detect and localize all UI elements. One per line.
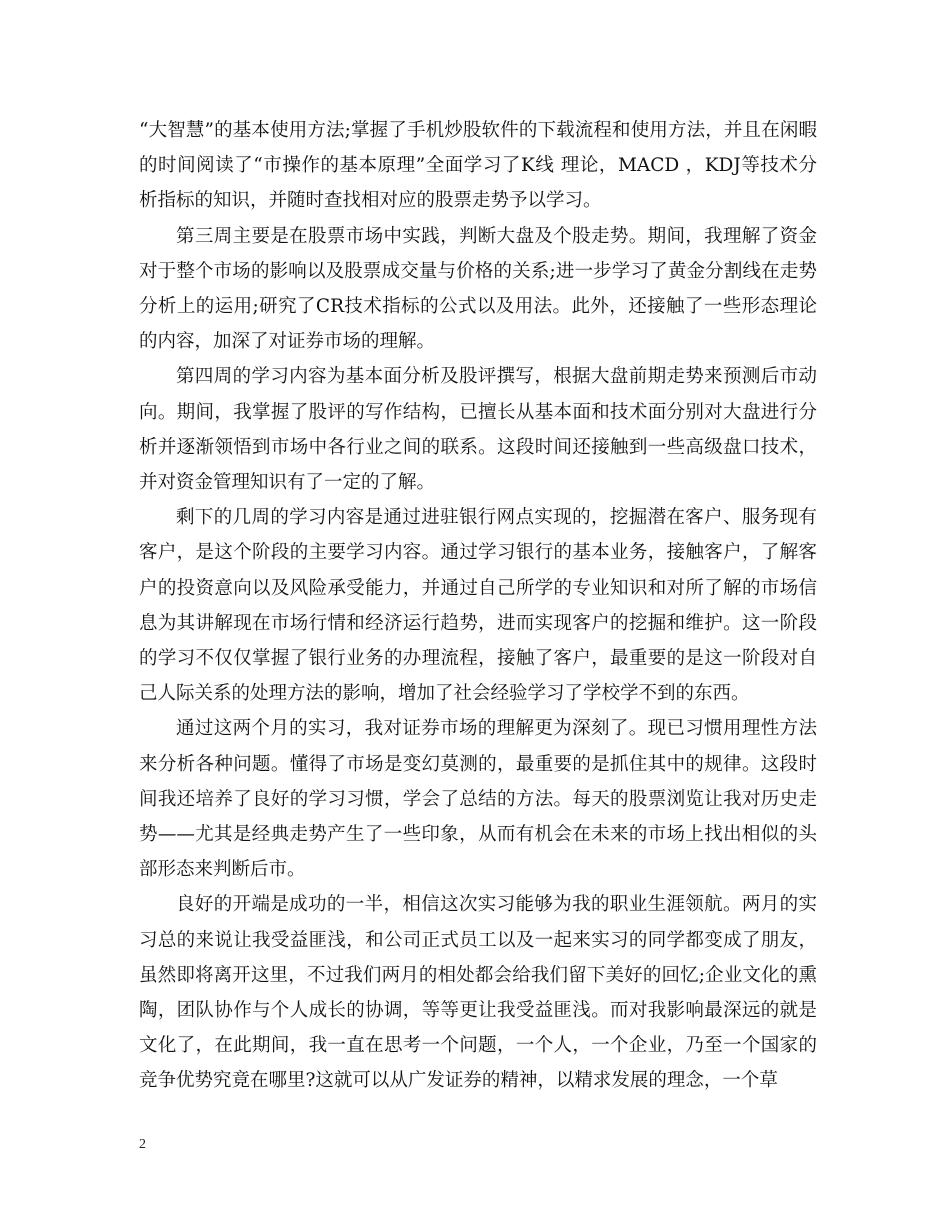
paragraph-week-four: 第四周的学习内容为基本面分析及股评撰写，根据大盘前期走势来预测后市动向。期间，我掌握了股评的写作结构，已擅长从基本面和技术面分别对大盘进行分析并逐渐领悟到市场中各行业之间的联系。这段时间还接触到一些高级盘口技术，并对资金管理知识有了一定的了解。: [139, 366, 817, 494]
page-number: 2: [139, 1137, 146, 1152]
document-body: [139, 113, 817, 1099]
paragraph-remaining-weeks: 剩下的几周的学习内容是通过进驻银行网点实现的，挖掘潜在客户、服务现有客户，是这个阶段的主要学习内容。通过学习银行的基本业务，接触客户，了解客户的投资意向以及风险承受能力，并通过自己所学的专业知识和对所了解的市场信息为其讲解现在市场行情和经济运行趋势，进而实现客户的挖掘和维护。这一阶段的学习不仅仅掌握了银行业务的办理流程，接触了客户，最重要的是这一阶段对自己人际关系的处理方法的影响，增加了社会经验学习了学校学不到的东西。: [139, 507, 817, 705]
paragraph-continuation: “大智慧”的基本使用方法;掌握了手机炒股软件的下载流程和使用方法，并且在闲暇的时间阅读了“市操作的基本原理”全面学习了K线 理论，MACD ，KDJ等技术分析指标的知识，并随时查找相对应的股票走势予以学习。: [139, 120, 817, 212]
paragraph-two-months-summary: 通过这两个月的实习，我对证券市场的理解更为深刻了。现已习惯用理性方法来分析各种问题。懂得了市场是变幻莫测的，最重要的是抓住其中的规律。这段时间我还培养了良好的学习习惯，学会了总结的方法。每天的股票浏览让我对历史走势——尤其是经典走势产生了一些印象，从而有机会在未来的市场上找出相似的头部形态来判断后市。: [139, 718, 817, 881]
paragraph-week-three: 第三周主要是在股票市场中实践，判断大盘及个股走势。期间，我理解了资金对于整个市场的影响以及股票成交量与价格的关系;进一步学习了黄金分割线在走势分析上的运用;研究了CR技术指标的公式以及用法。此外，还接触了一些形态理论的内容，加深了对证券市场的理解。: [139, 225, 817, 353]
paragraph-good-start: 良好的开端是成功的一半，相信这次实习能够为我的职业生涯领航。两月的实习总的来说让我受益匪浅，和公司正式员工以及一起来实习的同学都变成了朋友，虽然即将离开这里，不过我们两月的相处都会给我们留下美好的回忆;企业文化的熏陶，团队协作与个人成长的协调，等等更让我受益匪浅。而对我影响最深远的就是文化了，在此期间，我一直在思考一个问题，一个人，一个企业，乃至一个国家的竞争优势究竟在哪里?这就可以从广发证券的精神，以精求发展的理念，一个草: [139, 894, 817, 1092]
